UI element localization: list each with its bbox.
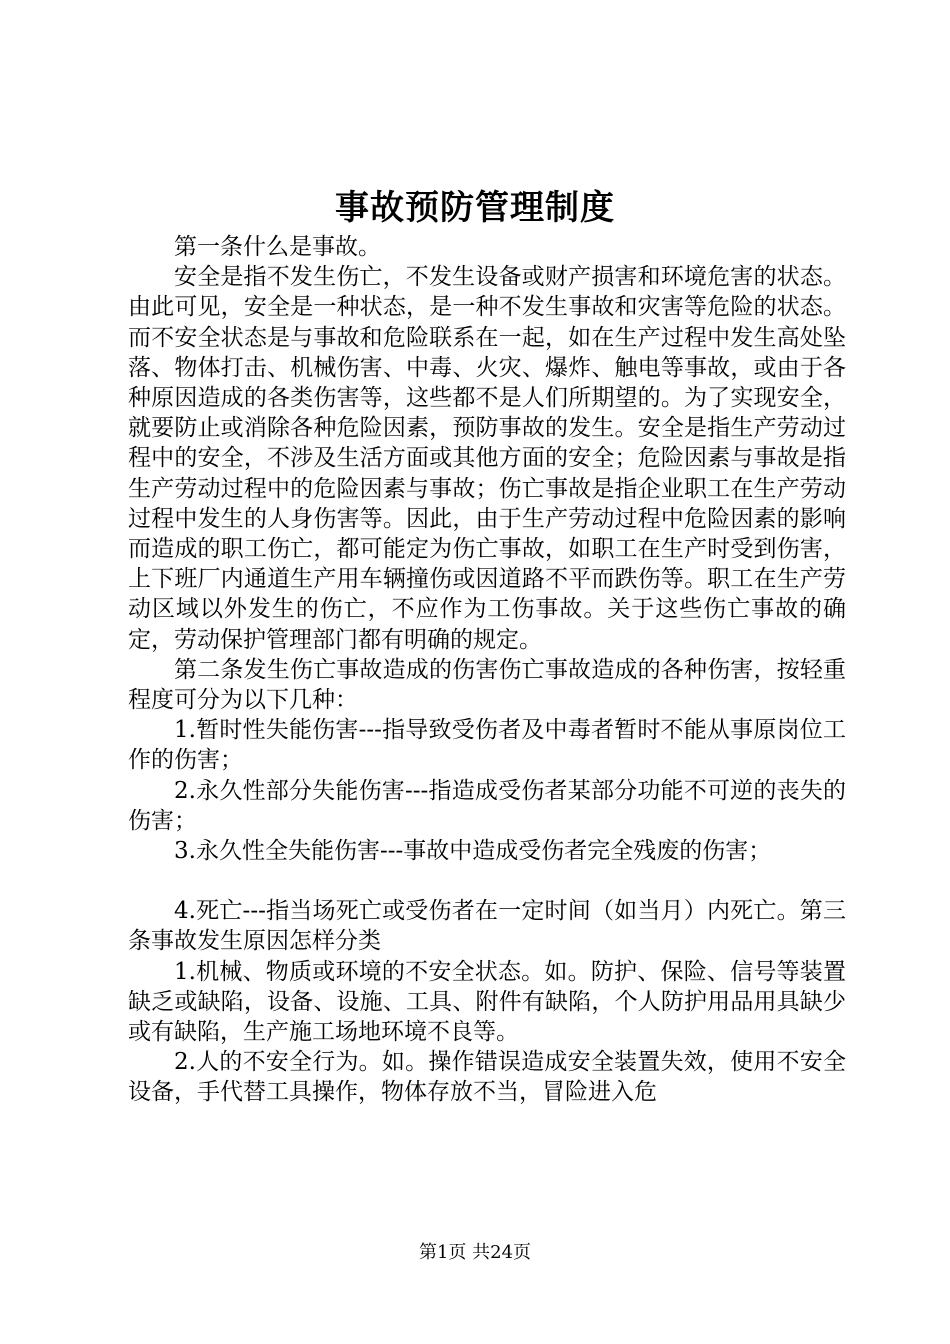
blank-line <box>128 866 846 896</box>
paragraph-article-2-heading: 第二条发生伤亡事故造成的伤害伤亡事故造成的各种伤害，按轻重程度可分为以下几种： <box>128 656 846 714</box>
list-item-death: 4.死亡---指当场死亡或受伤者在一定时间（如当月）内死亡。第三条事故发生原因怎样分类 <box>128 898 846 955</box>
paragraph-safety-definition: 安全是指不发生伤亡，不发生设备或财产损害和环境危害的状态。由此可见，安全是一种状态，是一种不发生事故和灾害等危险的状态。而不安全状态是与事故和危险联系在一起，如在生产过程中发生高处坠落、物体打击、机械伤害、中毒、火灾、爆炸、触电等事故，或由于各种原因造成的各类伤害等，这些都不是人们所期望的。为了实现安全，就要防止或消除各种危险因素，预防事故的发生。安全是指生产劳动过程中的安全，不涉及生活方面或其他方面的安全；危险因素与事故是指生产劳动过程中的危险因素与事故；伤亡事故是指企业职工在生产劳动过程中发生的人身伤害等。因此，由于生产劳动过程中危险因素的影响而造成的职工伤亡，都可能定为伤亡事故，如职工在生产时受到伤害，上下班厂内通道生产用车辆撞伤或因道路不平而跌伤等。职工在生产劳动区域以外发生的伤亡，不应作为工伤事故。关于这些伤亡事故的确定，劳动保护管理部门都有明确的规定。 <box>128 264 846 653</box>
list-item-permanent-total-disability: 3.永久性全失能伤害---事故中造成受伤者完全残废的伤害； <box>174 838 772 865</box>
document-title: 事故预防管理制度 <box>335 188 615 228</box>
document-body <box>128 232 846 1108</box>
list-item-temporary-disability: 1.暂时性失能伤害---指导致受伤者及中毒者暂时不能从事原岗位工作的伤害； <box>128 717 846 774</box>
list-item-unsafe-condition: 1.机械、物质或环境的不安全状态。如。防护、保险、信号等装置缺乏或缺陷，设备、设施、工具、附件有缺陷，个人防护用品用具缺少或有缺陷，生产施工场地环境不良等。 <box>128 958 846 1046</box>
paragraph-article-1-heading: 第一条什么是事故。 <box>174 234 381 260</box>
list-item-unsafe-behavior: 2.人的不安全行为。如。操作错误造成安全装置失效，使用不安全设备，手代替工具操作，物体存放不当，冒险进入危 <box>128 1049 846 1106</box>
list-item-permanent-partial-disability: 2.永久性部分失能伤害---指造成受伤者某部分功能不可逆的丧失的伤害； <box>128 777 846 834</box>
page-number-footer: 第1页 共24页 <box>418 1242 532 1263</box>
